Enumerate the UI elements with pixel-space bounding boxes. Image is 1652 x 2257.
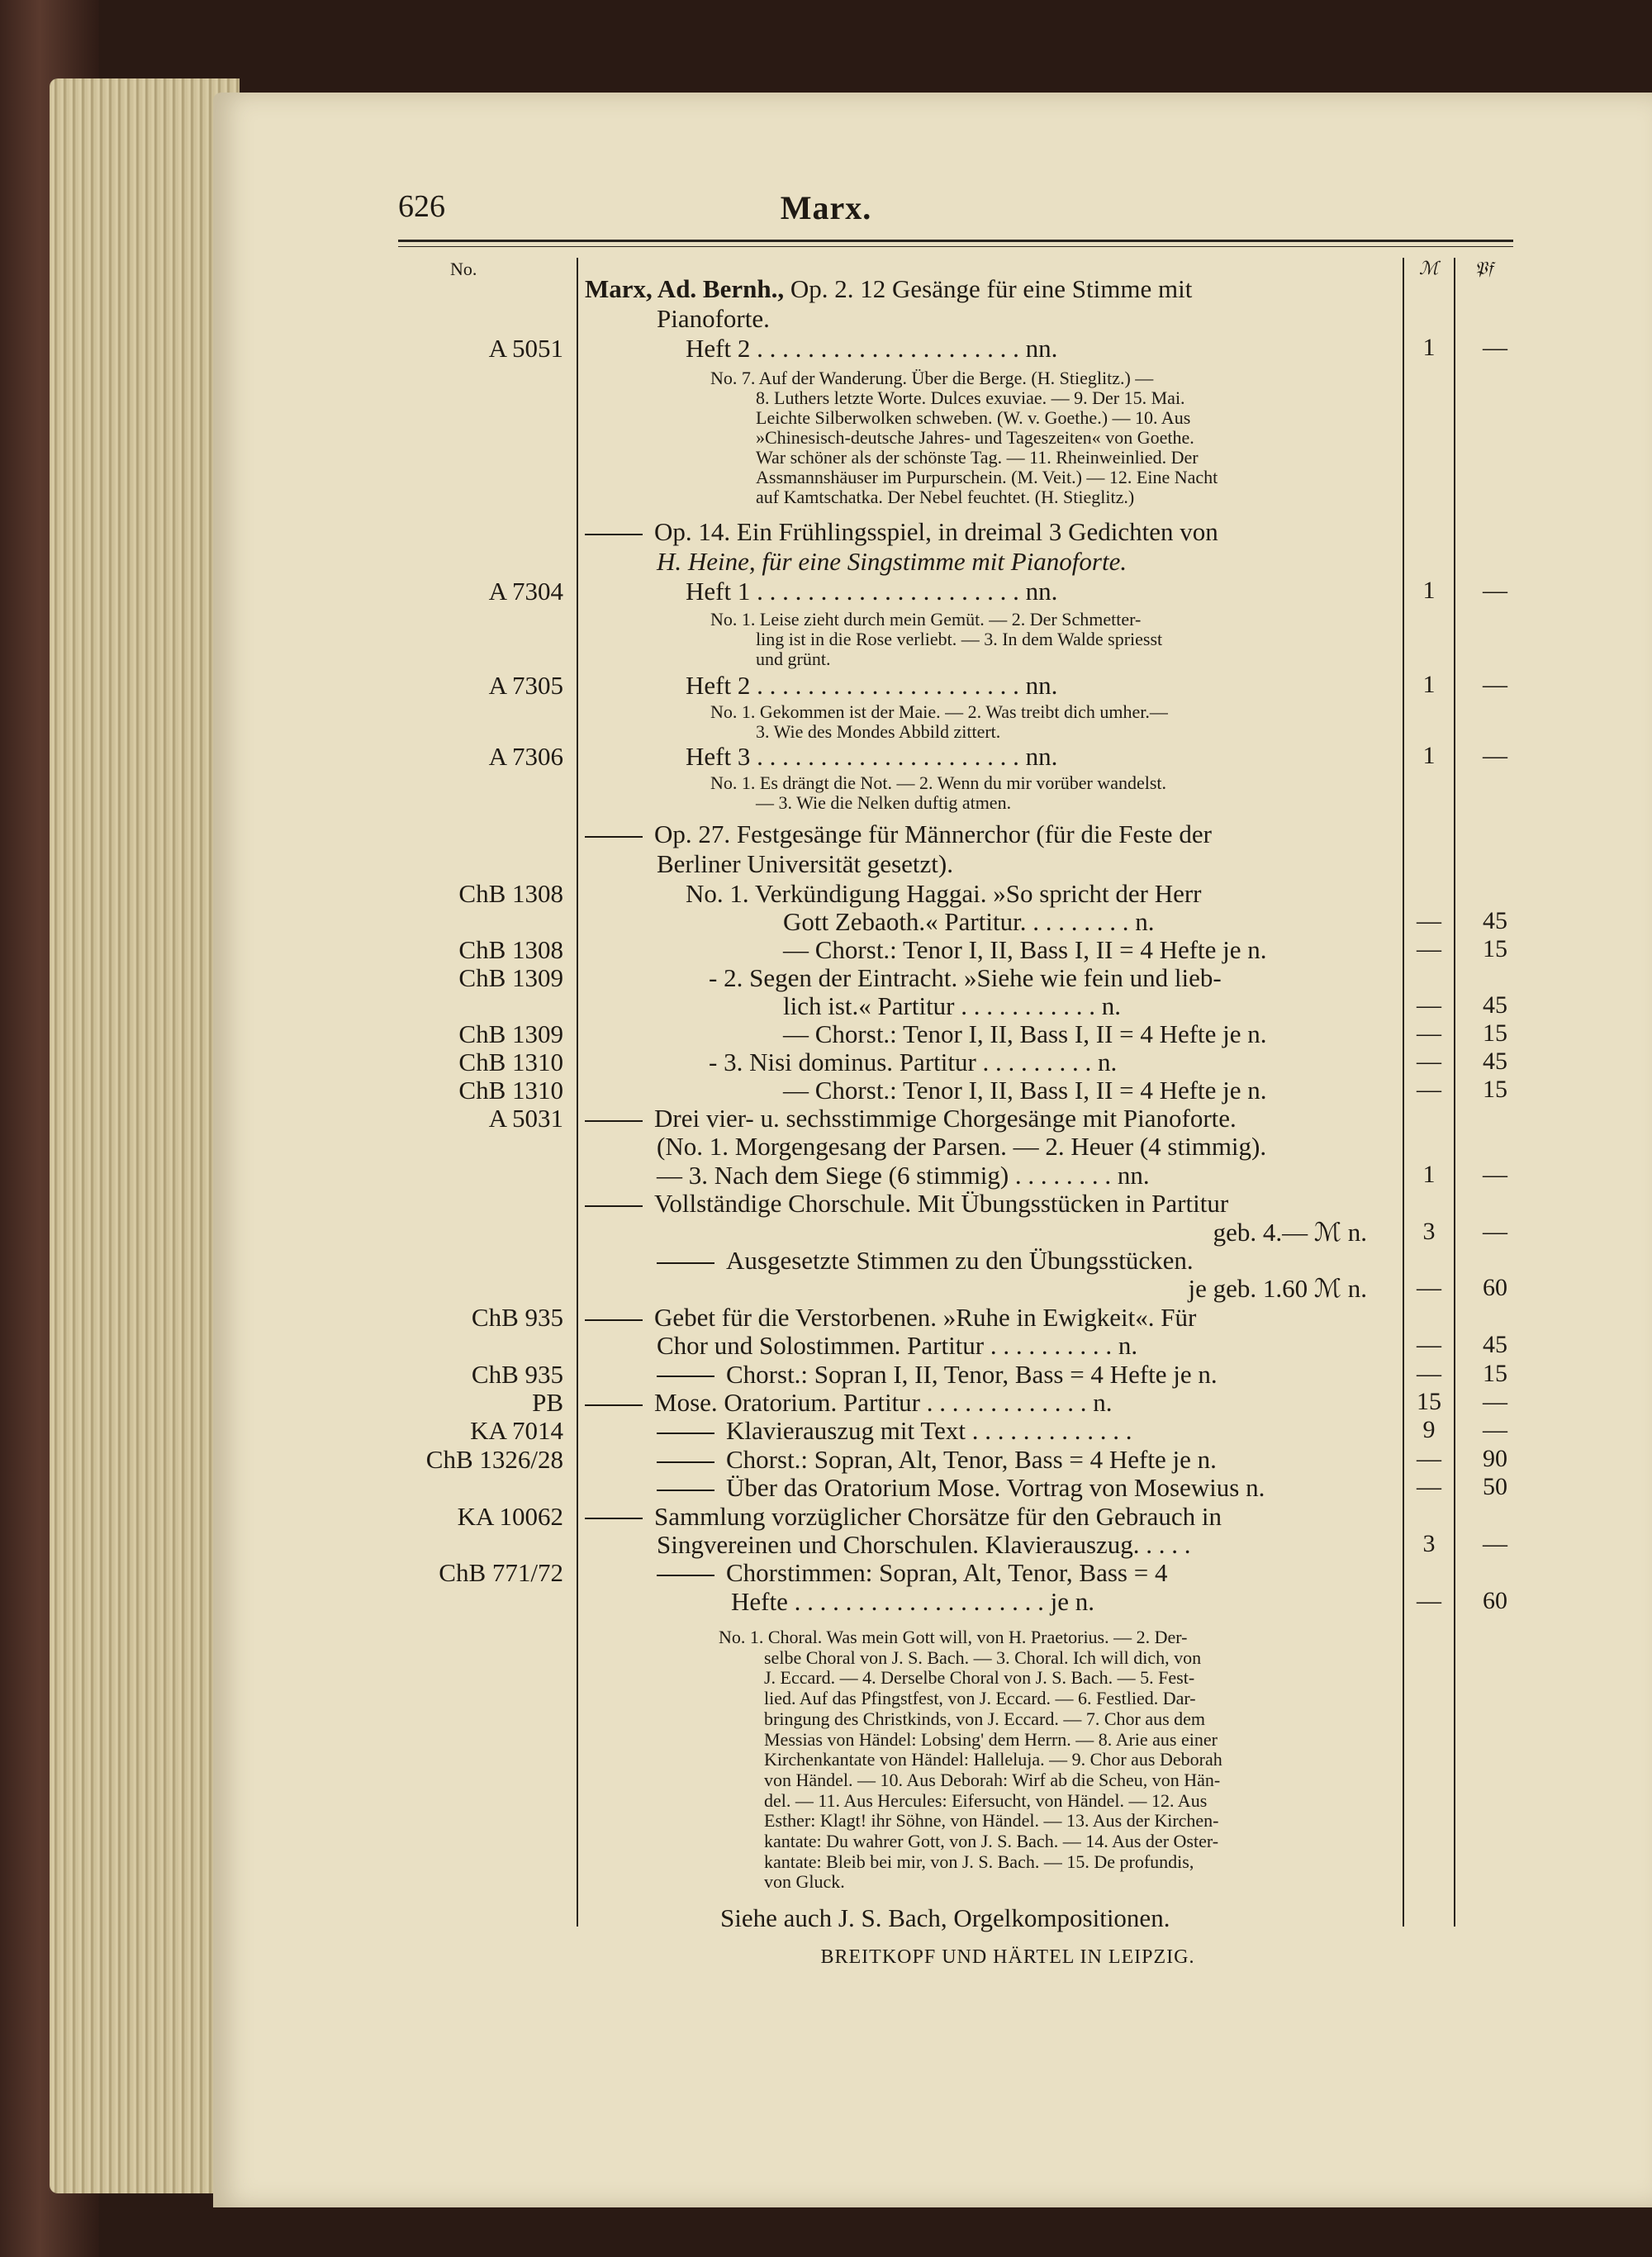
mark-value: 1 <box>1422 742 1436 769</box>
pf-value: — <box>1483 1530 1507 1557</box>
entry-line: Sammlung vorzüglicher Chorsätze für den Gebrauch in <box>585 1502 1222 1532</box>
entry-line: - 3. Nisi dominus. Partitur . . . . . . . . . n. <box>709 1048 1118 1076</box>
mark-value: 1 <box>1422 1160 1436 1188</box>
mark-value: — <box>1417 1473 1441 1501</box>
entry-line: Drei vier- u. sechsstimmige Chorgesänge mit Pianoforte. <box>585 1104 1237 1133</box>
catalog-number: KA 10062 <box>457 1501 563 1531</box>
contents-note: ling ist in die Rose verliebt. — 3. In dem Walde spriesst <box>756 629 1163 649</box>
entry-line: Op. 27. Festgesänge für Männerchor (für die Feste der <box>585 820 1212 849</box>
entry-line: Gott Zebaoth.« Partitur. . . . . . . . . n. <box>783 907 1155 936</box>
mark-value: — <box>1417 991 1441 1019</box>
running-title: Marx. <box>780 189 872 226</box>
contents-note: kantate: Du wahrer Gott, von J. S. Bach. — 14. Aus der Oster- <box>764 1831 1219 1851</box>
pf-value: 15 <box>1483 935 1507 962</box>
pf-value: — <box>1483 1416 1507 1444</box>
pf-value: 90 <box>1483 1444 1507 1472</box>
entry-line: Klavierauszug mit Text . . . . . . . . . . . . . <box>657 1416 1132 1446</box>
contents-note: lied. Auf das Pfingstfest, von J. Eccard. — 6. Festlied. Dar- <box>764 1688 1196 1709</box>
contents-note: 8. Luthers letzte Worte. Dulces exuviae. — 9. Der 15. Mai. <box>756 387 1185 408</box>
mark-value: — <box>1417 1048 1441 1075</box>
repeat-dash <box>585 1404 643 1406</box>
entry-line: geb. 4.— ℳ n. <box>1213 1217 1367 1247</box>
entry-line: Singvereinen und Chorschulen. Klavierauszug. . . . . <box>657 1530 1191 1559</box>
mark-value: — <box>1417 1076 1441 1103</box>
contents-note: No. 1. Gekommen ist der Maie. — 2. Was treibt dich umher.— <box>710 701 1168 722</box>
contents-note: — 3. Wie die Nelken duftig atmen. <box>756 792 1012 813</box>
catalog-number: ChB 1326/28 <box>425 1444 563 1474</box>
header-rule-thin <box>398 246 1513 247</box>
page-number: 626 <box>398 189 445 224</box>
pf-value: — <box>1483 1160 1507 1188</box>
contents-note: von Händel. — 10. Aus Deborah: Wirf ab die Scheu, von Hän- <box>764 1769 1221 1790</box>
entry-line: je geb. 1.60 ℳ n. <box>1188 1274 1367 1304</box>
pf-value: 45 <box>1483 907 1507 934</box>
pf-value: — <box>1483 671 1507 698</box>
entry-line: Chorstimmen: Sopran, Alt, Tenor, Bass = 4 <box>657 1558 1167 1588</box>
entry-line: lich ist.« Partitur . . . . . . . . . . . n. <box>783 991 1122 1020</box>
pf-value: — <box>1483 577 1507 604</box>
pf-value: — <box>1483 1388 1507 1415</box>
mark-value: 3 <box>1422 1217 1436 1245</box>
mark-value: — <box>1417 1586 1441 1614</box>
mark-value: — <box>1417 1274 1441 1302</box>
repeat-dash <box>657 1433 714 1434</box>
mark-value: 15 <box>1417 1388 1441 1415</box>
contents-note: 3. Wie des Mondes Abbild zittert. <box>756 721 1001 742</box>
mark-value: — <box>1417 1444 1441 1472</box>
entry-title: Marx, Ad. Bernh., Op. 2. 12 Gesänge für eine Stimme mit <box>585 274 1193 303</box>
repeat-dash <box>585 836 643 838</box>
pf-value: — <box>1483 742 1507 769</box>
mark-value: 3 <box>1422 1530 1436 1557</box>
contents-note: von Gluck. <box>764 1871 845 1893</box>
repeat-dash <box>585 534 643 535</box>
catalog-number: PB <box>532 1388 563 1417</box>
entry-line: Pianoforte. <box>657 304 770 333</box>
pf-value: 45 <box>1483 991 1507 1019</box>
pf-value: — <box>1483 334 1507 361</box>
entry-line: Mose. Oratorium. Partitur . . . . . . . . . . . . . n. <box>585 1388 1113 1418</box>
entry-line: — 3. Nach dem Siege (6 stimmig) . . . . . . . . nn. <box>657 1160 1150 1190</box>
catalog-number: A 7305 <box>488 671 563 700</box>
repeat-dash <box>657 1376 714 1377</box>
pf-value: 15 <box>1483 1359 1507 1387</box>
pf-value: 60 <box>1483 1586 1507 1614</box>
catalog-number: ChB 935 <box>471 1359 563 1389</box>
entry-title-rest: Op. 2. 12 Gesänge für eine Stimme mit <box>790 274 1193 303</box>
contents-note: bringung des Christkinds, von J. Eccard. — 7. Chor aus dem <box>764 1708 1206 1729</box>
catalog-number: ChB 771/72 <box>439 1558 563 1588</box>
entry-line: Hefte . . . . . . . . . . . . . . . . . . . . je n. <box>731 1586 1094 1616</box>
contents-note: selbe Choral von J. S. Bach. — 3. Choral. Ich will dich, von <box>764 1646 1202 1668</box>
contents-note: kantate: Bleib bei mir, von J. S. Bach. — 15. De profundis, <box>764 1851 1194 1872</box>
entry-line: Op. 14. Ein Frühlingsspiel, in dreimal 3 Gedichten von <box>585 517 1218 547</box>
catalog-number: A 5051 <box>488 334 563 363</box>
entry-line: Chorst.: Sopran, Alt, Tenor, Bass = 4 Hefte je n. <box>657 1445 1217 1475</box>
mark-value: 1 <box>1422 334 1436 361</box>
contents-note: auf Kamtschatka. Der Nebel feuchtet. (H. Stieglitz.) <box>756 487 1135 507</box>
entry-line: Heft 3 . . . . . . . . . . . . . . . . . . . . . nn. <box>686 742 1058 771</box>
contents-note: Kirchenkantate von Händel: Halleluja. — 9. Chor aus Deborah <box>764 1749 1222 1770</box>
repeat-dash <box>585 1518 643 1519</box>
entry-line: (No. 1. Morgengesang der Parsen. — 2. Heuer (4 stimmig). <box>657 1132 1267 1162</box>
pf-value: 45 <box>1483 1331 1507 1359</box>
page-edges <box>50 78 240 2193</box>
catalog-number: A 5031 <box>488 1104 563 1133</box>
repeat-dash <box>657 1490 714 1491</box>
entry-line: - 2. Segen der Eintracht. »Siehe wie fein und lieb- <box>709 963 1222 992</box>
catalog-number: ChB 1310 <box>458 1076 563 1105</box>
col-divider-left <box>577 258 578 1927</box>
entry-line: Heft 2 . . . . . . . . . . . . . . . . . . . . . nn. <box>686 334 1058 363</box>
entry-line: Heft 2 . . . . . . . . . . . . . . . . . . . . . nn. <box>686 671 1058 700</box>
contents-note: »Chinesisch-deutsche Jahres- und Tageszeiten« von Goethe. <box>756 427 1194 448</box>
contents-note: No. 1. Leise zieht durch mein Gemüt. — 2. Der Schmetter- <box>710 609 1142 630</box>
contents-note: No. 1. Es drängt die Not. — 2. Wenn du mir vorüber wandelst. <box>710 772 1167 793</box>
contents-note: Messias von Händel: Lobsing' dem Herrn. — 8. Arie aus einer <box>764 1728 1218 1750</box>
entry-line: — Chorst.: Tenor I, II, Bass I, II = 4 Hefte je n. <box>783 1019 1267 1048</box>
entry-line: Berliner Universität gesetzt). <box>657 849 953 878</box>
col-pf-header: 𝔓𝔣 <box>1474 258 1493 278</box>
mark-value: — <box>1417 1359 1441 1387</box>
entry-line: Über das Oratorium Mose. Vortrag von Mosewius n. <box>657 1473 1265 1503</box>
mark-value: — <box>1417 1331 1441 1359</box>
mark-value: — <box>1417 907 1441 934</box>
catalog-number: A 7304 <box>488 577 563 606</box>
catalog-number: ChB 1309 <box>458 1019 563 1048</box>
entry-line: — Chorst.: Tenor I, II, Bass I, II = 4 Hefte je n. <box>783 1076 1267 1105</box>
contents-note: No. 7. Auf der Wanderung. Über die Berge. (H. Stieglitz.) — <box>710 368 1154 388</box>
catalog-number: ChB 1308 <box>458 935 563 964</box>
contents-note: del. — 11. Aus Hercules: Eifersucht, von Händel. — 12. Aus <box>764 1789 1208 1811</box>
mark-value: 1 <box>1422 671 1436 698</box>
entry-line: No. 1. Verkündigung Haggai. »So spricht der Herr <box>686 879 1202 908</box>
entry-line: Chor und Solostimmen. Partitur . . . . . . . . . . n. <box>657 1331 1138 1361</box>
catalog-number: ChB 1308 <box>458 879 563 908</box>
contents-note: War schöner als der schönste Tag. — 11. Rheinweinlied. Der <box>756 447 1199 468</box>
contents-note: Leichte Silberwolken schweben. (W. v. Goethe.) — 10. Aus <box>756 407 1191 428</box>
repeat-dash <box>585 1205 643 1207</box>
entry-line: Vollständige Chorschule. Mit Übungsstücken in Partitur <box>585 1189 1228 1219</box>
catalog-number: ChB 935 <box>471 1302 563 1332</box>
contents-note: No. 1. Choral. Was mein Gott will, von H. Praetorius. — 2. Der- <box>719 1627 1188 1647</box>
catalog-number: A 7306 <box>488 742 563 771</box>
mark-value: 1 <box>1422 577 1436 604</box>
catalog-number: KA 7014 <box>470 1416 563 1446</box>
repeat-dash <box>585 1319 643 1321</box>
repeat-dash <box>585 1120 643 1122</box>
pf-value: 45 <box>1483 1048 1507 1075</box>
header-rule <box>398 240 1513 242</box>
pf-value: 15 <box>1483 1076 1507 1103</box>
entry-line: — Chorst.: Tenor I, II, Bass I, II = 4 Hefte je n. <box>783 935 1267 964</box>
contents-note: J. Eccard. — 4. Derselbe Choral von J. S. Bach. — 5. Fest- <box>764 1667 1195 1689</box>
mark-value: — <box>1417 935 1441 962</box>
entry-line: H. Heine, für eine Singstimme mit Pianoforte. <box>657 547 1127 576</box>
contents-note: Assmannshäuser im Purpurschein. (M. Veit.) — 12. Eine Nacht <box>756 467 1218 487</box>
entry-line: Chorst.: Sopran I, II, Tenor, Bass = 4 Hefte je n. <box>657 1360 1218 1390</box>
pf-value: 50 <box>1483 1473 1507 1501</box>
pf-value: — <box>1483 1217 1507 1245</box>
pf-value: 15 <box>1483 1019 1507 1047</box>
repeat-dash <box>657 1461 714 1463</box>
mark-value: 9 <box>1422 1416 1436 1444</box>
see-also: Siehe auch J. S. Bach, Orgelkompositionen. <box>720 1903 1170 1932</box>
col-divider-pf <box>1454 258 1455 1927</box>
catalog-number: ChB 1309 <box>458 963 563 992</box>
contents-note: und grünt. <box>756 649 831 669</box>
mark-value: — <box>1417 1019 1441 1047</box>
pf-value: 60 <box>1483 1274 1507 1302</box>
publisher-footer: BREITKOPF UND HÄRTEL IN LEIPZIG. <box>820 1946 1195 1968</box>
entry-line: Heft 1 . . . . . . . . . . . . . . . . . . . . . nn. <box>686 577 1058 606</box>
col-mark-header: ℳ <box>1419 258 1439 278</box>
catalog-number: ChB 1310 <box>458 1048 563 1076</box>
repeat-dash <box>657 1262 714 1264</box>
entry-line: Gebet für die Verstorbenen. »Ruhe in Ewigkeit«. Für <box>585 1303 1196 1333</box>
contents-note: Esther: Klagt! ihr Söhne, von Händel. — 13. Aus der Kirchen- <box>764 1810 1219 1832</box>
col-no-header: No. <box>450 259 477 279</box>
entry-line: Ausgesetzte Stimmen zu den Übungsstücken. <box>657 1246 1194 1276</box>
repeat-dash <box>657 1575 714 1576</box>
